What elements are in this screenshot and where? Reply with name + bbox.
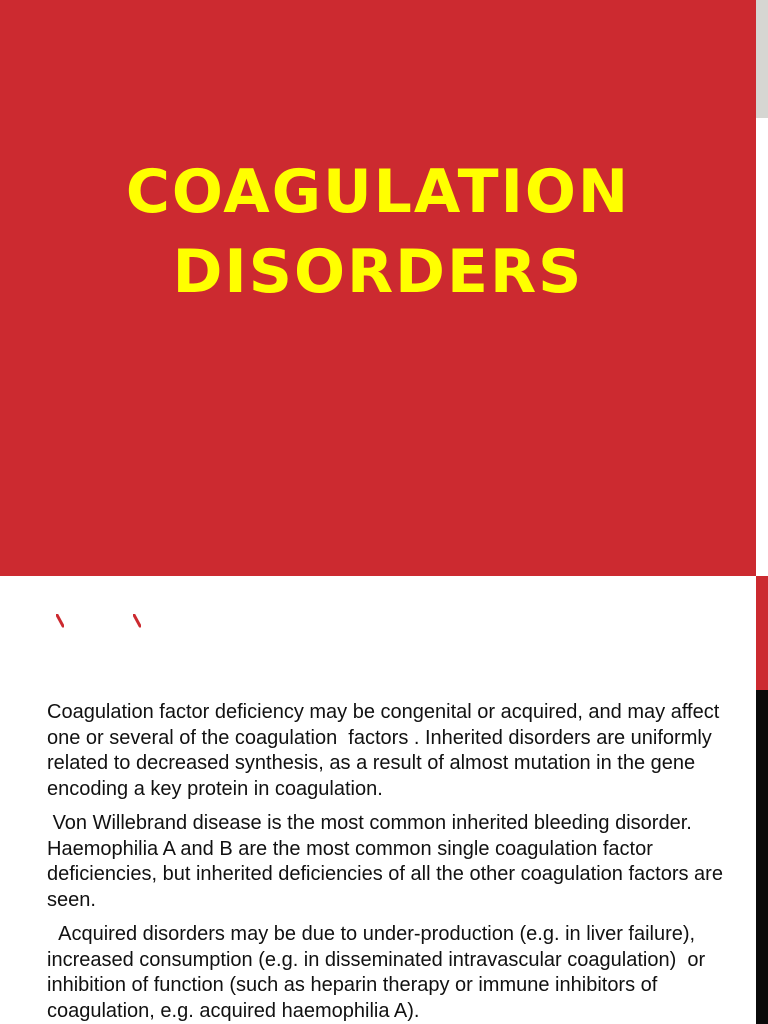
body-text xyxy=(47,700,747,1024)
red-tick-mark xyxy=(56,614,64,628)
slide-title xyxy=(0,152,756,312)
title-line-2: DISORDERS xyxy=(172,237,584,307)
side-strip-red xyxy=(756,576,768,690)
title-line-1: COAGULATION xyxy=(125,157,631,227)
side-strip-gray xyxy=(756,0,768,118)
side-strip-black xyxy=(756,690,768,1024)
paragraph-congenital-acquired: Coagulation factor deficiency may be congenital or acquired, and may affect one or several of the coagulation factors . Inherited disorders are uniformly related to decreased synthesis, as a result of almost mutation in the gene encoding a key protein in coagulation. xyxy=(47,701,725,800)
paragraph-acquired-disorders: Acquired disorders may be due to under-production (e.g. in liver failure), increased consumption (e.g. in disseminated intravascular coagulation) or inhibition of function (such as heparin therapy or immune inhibitors of coagulation, e.g. acquired haemophilia A). xyxy=(47,923,711,1022)
paragraph-von-willebrand: Von Willebrand disease is the most common inherited bleeding disorder. Haemophilia A and B are the most common single coagulation factor deficiencies, but inherited deficiencies of all the other coagulation factors are seen. xyxy=(47,812,729,911)
red-tick-mark xyxy=(133,614,141,628)
